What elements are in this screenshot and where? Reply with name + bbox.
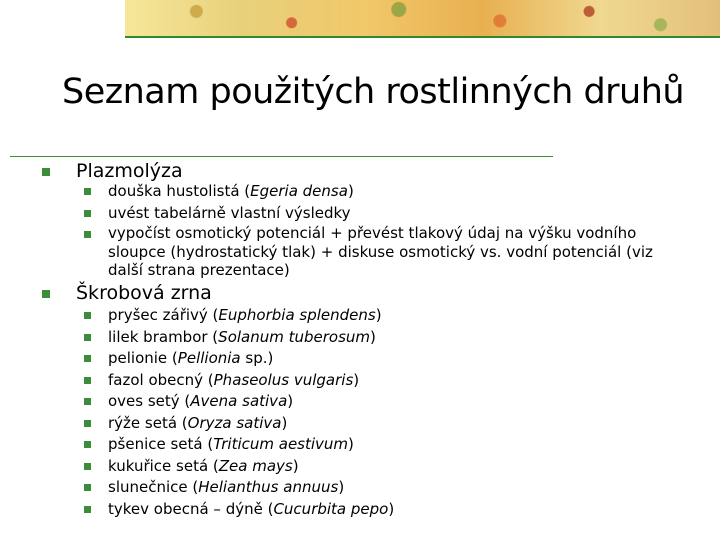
starch-grains-list — [108, 305, 394, 520]
slide-title: Seznam použitých rostlinných druhů — [62, 72, 685, 112]
item-text: pelionie ( — [108, 349, 178, 367]
square-bullet-icon — [84, 355, 91, 362]
item-text-suffix: ) — [353, 370, 360, 389]
item-latin-name: Solanum tuberosum — [218, 327, 371, 346]
item-text: pryšec zářivý ( — [108, 306, 219, 324]
list-item — [108, 370, 394, 392]
item-latin-name: Zea mays — [218, 456, 293, 475]
header-decoration-image — [125, 0, 720, 38]
section-heading-starch-grains — [76, 282, 212, 304]
list-item — [108, 391, 394, 413]
list-item — [108, 203, 653, 225]
square-bullet-icon — [84, 334, 91, 341]
list-item — [108, 499, 394, 521]
square-bullet-icon — [84, 441, 91, 448]
item-text: rýže setá ( — [108, 413, 188, 432]
item-text: oves setý ( — [108, 392, 191, 410]
item-latin-name: Avena sativa — [190, 392, 288, 410]
section-heading-label: Plazmolýza — [76, 160, 183, 182]
item-latin-name: Euphorbia splendens — [218, 306, 376, 324]
square-bullet-icon — [84, 420, 91, 427]
section-heading-plasmolysis — [76, 160, 183, 182]
item-latin-name: Cucurbita pepo — [273, 499, 389, 518]
item-text: pšenice setá ( — [108, 435, 214, 453]
square-bullet-icon — [84, 377, 91, 384]
item-latin-name: Pellionia — [177, 349, 241, 367]
header-decoration-edge — [125, 36, 720, 38]
item-text: vypočíst osmotický potenciál + převést tlakový údaj na výšku vodního sloupce (hydrostatický tlak) + diskuse osmotický vs. vodní potenciál (viz další strana prezentace) — [108, 224, 653, 279]
item-text: uvést tabelárně vlastní výsledky — [108, 203, 351, 222]
item-text: kukuřice setá ( — [108, 456, 219, 475]
list-item — [108, 413, 394, 435]
item-text-suffix: ) — [338, 478, 345, 496]
item-text-suffix: ) — [287, 392, 294, 410]
item-latin-name: Phaseolus vulgaris — [213, 370, 354, 389]
item-text: douška hustolistá ( — [108, 182, 251, 200]
list-item — [108, 327, 394, 349]
item-text-suffix: ) — [370, 327, 376, 346]
square-bullet-icon — [84, 231, 91, 238]
square-bullet-icon — [84, 210, 91, 217]
square-bullet-icon — [42, 290, 50, 298]
item-latin-name: Helianthus annuus — [198, 478, 339, 496]
item-text: fazol obecný ( — [108, 370, 214, 389]
square-bullet-icon — [84, 398, 91, 405]
square-bullet-icon — [84, 312, 91, 319]
title-divider — [10, 156, 553, 157]
item-text: lilek brambor ( — [108, 327, 219, 346]
square-bullet-icon — [42, 168, 50, 176]
square-bullet-icon — [84, 463, 91, 470]
square-bullet-icon — [84, 188, 91, 195]
item-text-suffix: ) — [348, 435, 354, 453]
item-text-suffix: sp.) — [240, 349, 274, 367]
list-item — [108, 224, 653, 280]
item-text-suffix: ) — [375, 306, 382, 324]
square-bullet-icon — [84, 484, 91, 491]
item-text-suffix: ) — [281, 413, 288, 432]
list-item — [108, 181, 653, 203]
item-latin-name: Oryza sativa — [187, 413, 282, 432]
list-item — [108, 305, 394, 327]
item-latin-name: Triticum aestivum — [213, 435, 349, 453]
list-item — [108, 456, 394, 478]
list-item — [108, 348, 394, 370]
item-text: slunečnice ( — [108, 478, 199, 496]
square-bullet-icon — [84, 506, 91, 513]
item-latin-name: Egeria densa — [250, 182, 348, 200]
plasmolysis-list — [108, 181, 653, 280]
item-text-suffix: ) — [292, 456, 299, 475]
item-text-suffix: ) — [347, 182, 354, 200]
list-item — [108, 434, 394, 456]
list-item — [108, 477, 394, 499]
section-heading-label: Škrobová zrna — [76, 282, 212, 304]
item-text-suffix: ) — [388, 499, 395, 518]
item-text: tykev obecná – dýně ( — [108, 499, 274, 518]
